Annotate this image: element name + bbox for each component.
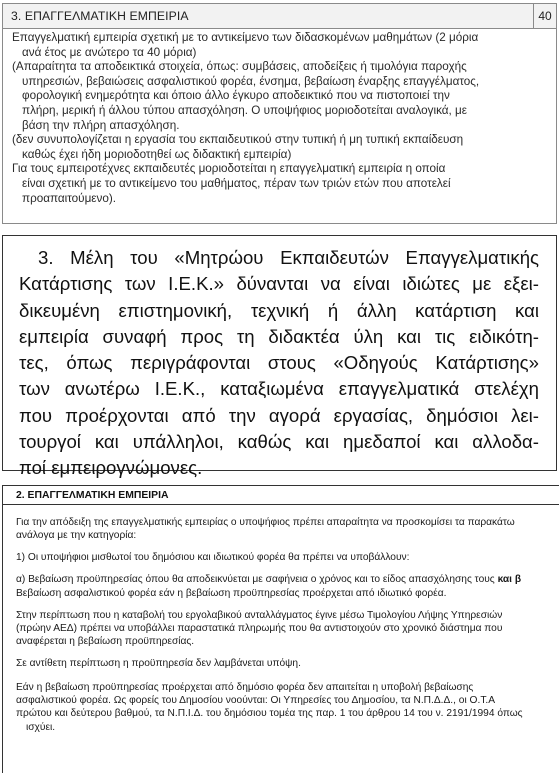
criteria-line: (Απαραίτητα τα αποδεικτικά στοιχεία, όπως: συμβάσεις, αποδείξεις ή τιμολόγια παροχής [12,60,467,74]
paragraph [16,609,559,649]
excerpt-line: εμπειρία συναφή προς τη διδακτέα ύλη και τις ειδικότη- [19,325,539,347]
paragraph-line: Βεβαίωση ασφαλιστικού φορέα εάν η βεβαίωση προϋπηρεσίας προέρχεται από ιδιωτικό φορέα. [16,587,447,599]
criteria-title: 3. ΕΠΑΓΓΕΛΜΑΤΙΚΗ ΕΜΠΕΙΡΙΑ [11,9,189,23]
excerpt-line: τουργοί και υπάλληλοι, καθώς και ημεδαποί και αλλοδα- [19,431,539,453]
paragraph [16,573,559,600]
paragraph-line: ανάλογα με την κατηγορία: [16,530,137,542]
law-excerpt-box [2,235,557,479]
paragraph-line: ασφαλιστικού φορέα. Ως φορείς του Δημοσίου νοούνται: Οι Υπηρεσίες του Δημοσίου, τα Ν.Π.Δ.Δ., οι Ο.Τ.Α [16,695,496,707]
criteria-line: (δεν συνυπολογίζεται η εργασία του εκπαιδευτικού στην τυπική ή μη τυπική εκπαίδευση [12,133,464,147]
excerpt-line: των ανωτέρω Ι.Ε.Κ., καταξιωμένα επαγγελματικά στελέχη [19,378,539,400]
criteria-line: φορολογική ενημερότητα και όποιο άλλο έγκυρο αποδεικτικό που να πιστοποιεί την [22,89,450,103]
criteria-line: υπηρεσιών, βεβαιώσεις ασφαλιστικού φορέα, ένσημα, βεβαίωση έναρξης επαγγέλματος, [22,74,480,88]
paragraph-line: (πρώην ΑΕΔ) πρέπει να υποβάλλει παραστατικά πληρωμής που θα αντιστοιχούν στο χρονικό διάστημα που [16,622,503,634]
criteria-line: ανά έτος με ανώτερο τα 40 μόρια) [22,45,197,59]
paragraph-line: Σε αντίθετη περίπτωση η προϋπηρεσία δεν λαμβάνεται υπόψη. [16,658,301,670]
criteria-line: προαπαιτούμενο). [22,191,116,205]
paragraph-line: πρώτου και δεύτερου βαθμού, τα Ν.Π.Ι.Δ. του δημόσιου τομέα της παρ. 1 του άρθρου 14 του ν. 2191/1994 όπως [16,708,523,720]
experience-criteria-table [2,3,557,224]
criteria-max-score: 40 [533,4,556,28]
criteria-line: Επαγγελματική εμπειρία σχετική με το αντικείμενο των διδασκομένων μαθημάτων (2 μόρια [12,31,479,44]
paragraph-line [16,573,559,586]
excerpt-line: που προέρχονται από την αγορά εργασίας, δημόσιοι λει- [19,404,539,426]
paragraph-line: Στην περίπτωση που η καταβολή του εργολαβικού ανταλλάγματος έγινε μέσω Τιμολογίου Λήψης Υπηρεσιών [16,609,503,621]
criteria-line: βάση την πλήρη απασχόληση. [22,118,180,132]
excerpt-line: τες, όπως περιγράφονται στους «Οδηγούς Κατάρτισης» [19,352,539,374]
paragraph [16,657,559,670]
paragraph [16,551,559,564]
law-excerpt-paragraph [19,245,539,482]
excerpt-line: δικευμένη επιστημονική, τεχνική ή άλλη κατάρτιση και [19,299,539,321]
paragraph-line: ισχύει. [26,721,56,733]
excerpt-line: Κατάρτισης των Ι.Ε.Κ.» δύνανται να είναι ιδιώτες με εξει- [19,273,539,295]
criteria-line: Για τους εμπειροτέχνες εκπαιδευτές μοριοδοτείται η επαγγελματική εμπειρία η οποία [12,162,446,176]
excerpt-line: ποί εμπειρογνώμονες. [19,457,203,479]
paragraph-line: 1) Οι υποψήφιοι μισθωτοί του δημόσιου και ιδιωτικού φορέα θα πρέπει να υποβάλλουν: [16,552,410,564]
paragraph-line: Για την απόδειξη της επαγγελματικής εμπειρίας ο υποψήφιος πρέπει απαραίτητα να προσκομίσει τα παρακάτω [16,517,515,528]
section-title: 2. ΕΠΑΓΓΕΛΜΑΤΙΚΗ ΕΜΠΕΙΡΙΑ [3,486,559,505]
experience-proof-section [2,485,559,773]
paragraph [16,516,559,543]
criteria-line: είναι σχετική με το αντικείμενο του μαθήματος, πέραν των τριών ετών που αποτελεί [22,176,451,190]
criteria-description [3,29,556,206]
paragraph-line: Εάν η βεβαίωση προϋπηρεσίας προέρχεται από δημόσιο φορέα δεν απαιτείται η υποβολή βεβαίωσης [16,681,474,693]
section-body [16,516,559,743]
paragraph-text: α) Βεβαίωση προϋπηρεσίας όπου θα αποδεικνύεται με σαφήνεια ο χρόνος και το είδος απασχόλησης τους [16,574,495,586]
criteria-line: πλήρη, μερική ή άλλου τύπου απασχόληση. Ο υποψήφιος μοριοδοτείται αναλογικά, με [22,103,467,117]
criteria-table-header [3,4,556,29]
criteria-line: καθώς έχει ήδη μοριοδοτηθεί ως διδακτική εμπειρία) [22,147,292,161]
excerpt-line: 3. Μέλη του «Μητρώου Εκπαιδευτών Επαγγελματικής [38,247,539,268]
paragraph [16,681,559,735]
paragraph-line: αναφέρεται η βεβαίωση προϋπηρεσίας. [16,636,195,648]
bold-text: και β [497,574,522,586]
